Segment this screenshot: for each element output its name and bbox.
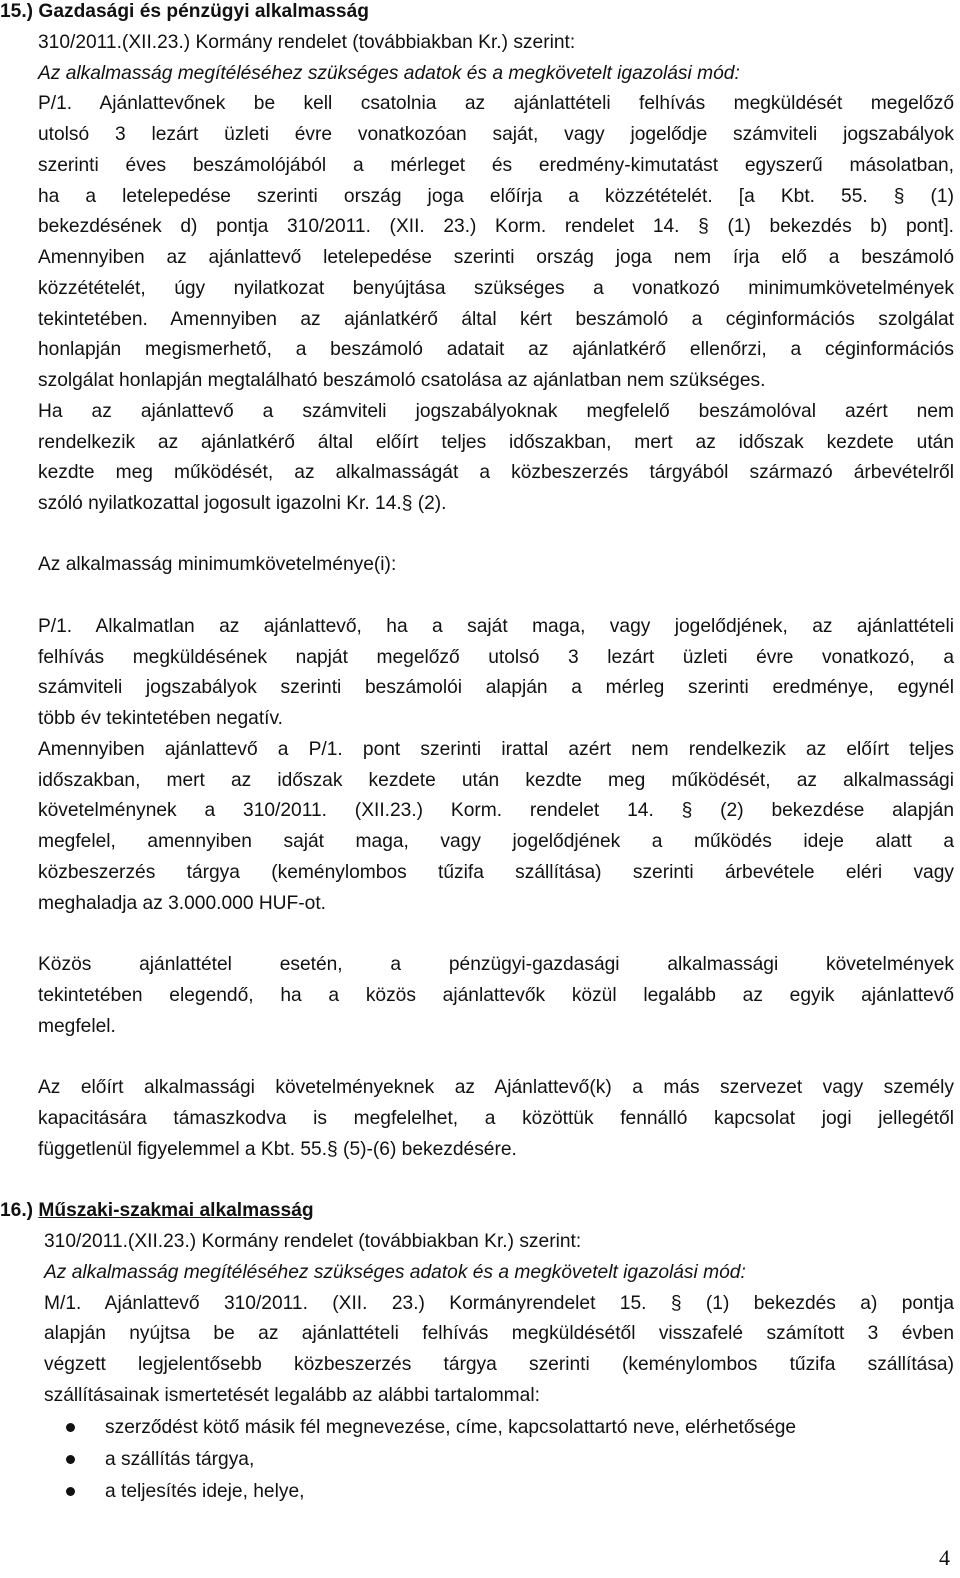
- section-15-law-line: 310/2011.(XII.23.) Kormány rendelet (továbbiakban Kr.) szerint:: [38, 32, 576, 53]
- s16-p1-line: végzett legjelentősebb közbeszerzés tárgya szerinti (keménylombos tűzifa szállítása): [44, 1354, 954, 1375]
- s15-p5-line: tekintetében elegendő, ha a közös ajánlattevők közül legalább az egyik ajánlattevő: [38, 985, 954, 1006]
- s15-p4-line: követelménynek a 310/2011. (XII.23.) Korm. rendelet 14. § (2) bekezdése alapján: [38, 800, 954, 821]
- list-item: a teljesítés ideje, helye,: [105, 1481, 305, 1502]
- list-item: szerződést kötő másik fél megnevezése, címe, kapcsolattartó neve, elérhetősége: [105, 1417, 797, 1438]
- s15-p5-line: megfelel.: [38, 1016, 116, 1037]
- s15-p2-line: kezdte meg működését, az alkalmasságát a közbeszerzés tárgyából származó árbevételről: [38, 462, 954, 483]
- s15-p2-line: szóló nyilatkozattal jogosult igazolni Kr. 14.§ (2).: [38, 493, 447, 514]
- s15-p1-line: utolsó 3 lezárt üzleti évre vonatkozóan saját, vagy jogelődje számviteli jogszabályok: [38, 124, 954, 145]
- s15-p4-line: meghaladja az 3.000.000 HUF-ot.: [38, 893, 326, 914]
- s15-p1-line: ha a letelepedése szerinti ország joga előírja a közzétételét. [a Kbt. 55. § (1): [38, 186, 954, 207]
- s15-p6-line: kapacitására támaszkodva is megfelelhet, a közöttük fennálló kapcsolat jogi jellegétől: [38, 1108, 954, 1129]
- s15-p4-line: közbeszerzés tárgya (keménylombos tűzifa szállítása) szerinti árbevétele eléri vagy: [38, 862, 954, 883]
- s16-p1-line: alapján nyújtsa be az ajánlattételi felhívás megküldésétől visszafelé számított 3 évben: [44, 1323, 954, 1344]
- s15-p4-line: megfelel, amennyiben saját maga, vagy jogelődjének a működés ideje alatt a: [38, 831, 954, 852]
- s15-p5-line: Közös ajánlattétel esetén, a pénzügyi-gazdasági alkalmassági követelmények: [38, 954, 954, 975]
- s15-p3-line: P/1. Alkalmatlan az ajánlattevő, ha a saját maga, vagy jogelődjének, az ajánlattételi: [38, 616, 954, 637]
- section-16-law-line: 310/2011.(XII.23.) Kormány rendelet (továbbiakban Kr.) szerint:: [44, 1231, 582, 1252]
- s15-p6-line: függetlenül figyelemmel a Kbt. 55.§ (5)-(6) bekezdésére.: [38, 1139, 517, 1160]
- s15-p1-line: közzétételét, úgy nyilatkozat benyújtása szükséges a vonatkozó minimumkövetelmények: [38, 278, 954, 299]
- bullet-icon: [66, 1423, 75, 1432]
- s15-p1-line: Amennyiben az ajánlattevő letelepedése szerinti ország joga nem írja elő a beszámoló: [38, 247, 954, 268]
- s15-p1-line: honlapján megismerhető, a beszámoló adatait az ajánlatkérő ellenőrzi, a céginformációs: [38, 339, 954, 360]
- s15-p1-line: bekezdésének d) pontja 310/2011. (XII. 23.) Korm. rendelet 14. § (1) bekezdés b) pont].: [38, 216, 954, 237]
- s15-p1-line: P/1. Ajánlattevőnek be kell csatolnia az ajánlattételi felhívás megküldését megelőző: [38, 93, 954, 114]
- list-item: a szállítás tárgya,: [105, 1449, 255, 1470]
- s15-p4-line: időszakban, mert az időszak kezdete után kezdte meg működését, az alkalmassági: [38, 770, 954, 791]
- min-requirement-title: Az alkalmasság minimumkövetelménye(i):: [38, 554, 397, 575]
- bullet-icon: [66, 1455, 75, 1464]
- s15-p6-line: Az előírt alkalmassági követelményeknek az Ajánlattevő(k) a más szervezet vagy személy: [38, 1077, 954, 1098]
- s15-p1-line: tekintetében. Amennyiben az ajánlatkérő által kért beszámoló a céginformációs szolgálat: [38, 309, 954, 330]
- s15-p4-line: Amennyiben ajánlattevő a P/1. pont szerinti irattal azért nem rendelkezik az előírt teljes: [38, 739, 954, 760]
- section-16-subtitle: Az alkalmasság megítéléséhez szükséges adatok és a megkövetelt igazolási mód:: [44, 1262, 746, 1283]
- section-15-title: 15.) Gazdasági és pénzügyi alkalmasság: [0, 1, 369, 22]
- section-16-number: 16.): [0, 1200, 34, 1221]
- section-16-title: Műszaki-szakmai alkalmasság: [38, 1200, 314, 1221]
- section-15-subtitle: Az alkalmasság megítéléséhez szükséges adatok és a megkövetelt igazolási mód:: [38, 63, 740, 84]
- s15-p3-line: számviteli jogszabályok szerinti beszámolói alapján a mérleg szerinti eredménye, egynél: [38, 677, 954, 698]
- s15-p2-line: rendelkezik az ajánlatkérő által előírt teljes időszakban, mert az időszak kezdete után: [38, 432, 954, 453]
- bullet-icon: [66, 1487, 75, 1496]
- s16-p1-line: szállításainak ismertetését legalább az alábbi tartalommal:: [44, 1385, 540, 1406]
- s15-p3-line: felhívás megküldésének napját megelőző utolsó 3 lezárt üzleti évre vonatkozó, a: [38, 647, 954, 668]
- s16-p1-line: M/1. Ajánlattevő 310/2011. (XII. 23.) Kormányrendelet 15. § (1) bekezdés a) pontja: [44, 1293, 954, 1314]
- s15-p3-line: több év tekintetében negatív.: [38, 708, 283, 729]
- section-16-heading: [0, 1199, 314, 1223]
- s15-p1-line: szerinti éves beszámolójából a mérleget és eredmény-kimutatást egyszerű másolatban,: [38, 155, 954, 176]
- s15-p2-line: Ha az ajánlattevő a számviteli jogszabályoknak megfelelő beszámolóval azért nem: [38, 401, 954, 422]
- s15-p1-line: szolgálat honlapján megtalálható beszámoló csatolása az ajánlatban nem szükséges.: [38, 370, 766, 391]
- page-number: 4: [939, 1545, 950, 1570]
